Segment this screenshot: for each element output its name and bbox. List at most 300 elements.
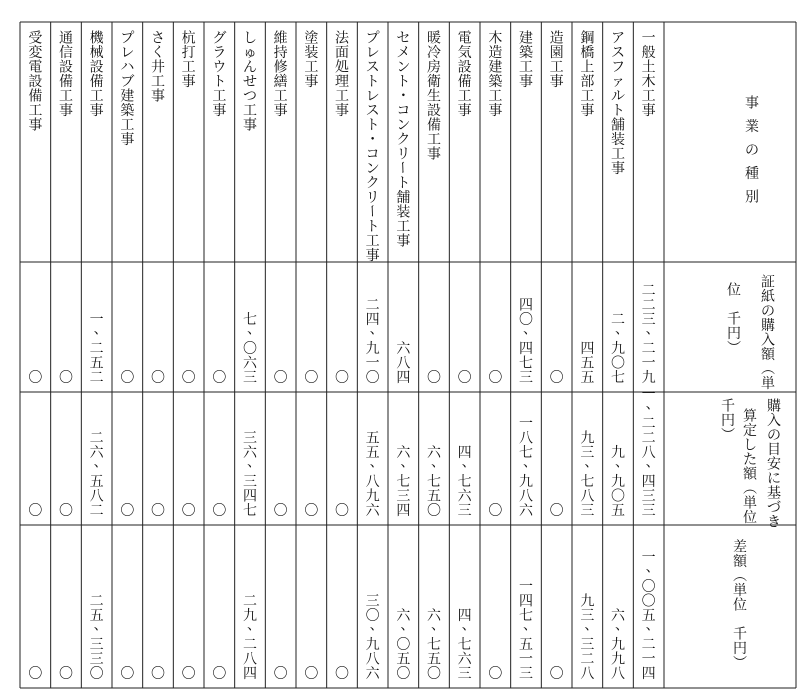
svg-text:ゅ: ゅ [243, 44, 257, 61]
category-label [28, 30, 42, 133]
svg-text:三: 三 [89, 636, 104, 653]
svg-text:、: 、 [369, 454, 384, 471]
svg-text:五: 五 [580, 355, 595, 372]
svg-text:円: 円 [727, 325, 741, 342]
basis-amount [519, 416, 537, 519]
svg-text:額: 額 [743, 466, 757, 483]
svg-text:四: 四 [519, 593, 533, 610]
svg-text:ー: ー [363, 204, 380, 218]
svg-text:四: 四 [457, 607, 472, 624]
svg-text:備: 備 [59, 73, 73, 90]
header-diff [731, 539, 748, 669]
svg-text:一: 一 [641, 386, 656, 403]
svg-text:〇: 〇 [304, 665, 319, 682]
svg-text:五: 五 [365, 444, 380, 461]
svg-text:衛: 衛 [427, 73, 441, 90]
svg-text:〇: 〇 [151, 665, 165, 682]
svg-text:暖: 暖 [427, 30, 441, 47]
difference-amount [304, 666, 318, 682]
header-basis [767, 398, 781, 530]
svg-text:工: 工 [365, 233, 380, 250]
svg-text:、: 、 [247, 454, 261, 471]
difference-amount [59, 666, 73, 682]
svg-text:ハ: ハ [120, 59, 135, 76]
svg-text:六: 六 [457, 488, 472, 505]
svg-text:、: 、 [645, 559, 660, 576]
svg-text:九: 九 [611, 340, 625, 357]
svg-text:ウ: ウ [212, 59, 227, 76]
svg-text:八: 八 [396, 355, 411, 372]
svg-text:二: 二 [243, 636, 257, 653]
svg-text:基: 基 [767, 485, 781, 502]
purchase-amount [243, 312, 261, 386]
svg-text:、: 、 [615, 321, 629, 338]
svg-text:二: 二 [641, 415, 656, 432]
svg-text:〇: 〇 [243, 340, 257, 357]
basis-amount [458, 445, 476, 519]
svg-text:一: 一 [365, 355, 380, 372]
header-category [745, 94, 759, 205]
purchase-amount [28, 370, 42, 386]
svg-text:事: 事 [243, 117, 257, 134]
svg-text:三: 三 [641, 502, 656, 519]
svg-text:（: （ [730, 568, 747, 582]
svg-text:工: 工 [120, 117, 135, 134]
svg-text:三: 三 [580, 607, 595, 624]
svg-text:橋: 橋 [580, 44, 595, 61]
svg-text:〇: 〇 [396, 636, 411, 653]
svg-text:修: 修 [273, 59, 288, 76]
svg-text:〇: 〇 [549, 369, 564, 386]
basis-amount [427, 445, 445, 519]
svg-text:一: 一 [519, 578, 533, 595]
basis-amount [335, 503, 349, 519]
svg-text:工: 工 [580, 88, 595, 105]
svg-text:六: 六 [396, 340, 411, 357]
svg-text:建: 建 [519, 30, 533, 47]
svg-text:九: 九 [611, 473, 625, 490]
svg-text:六: 六 [365, 502, 380, 519]
svg-text:築: 築 [488, 73, 503, 90]
svg-text:ト: ト [212, 73, 227, 90]
svg-text:二: 二 [89, 369, 104, 386]
svg-text:六: 六 [89, 444, 104, 461]
svg-text:入: 入 [767, 412, 781, 429]
svg-text:リ: リ [396, 146, 411, 163]
basis-amount [151, 503, 165, 519]
header-basis [719, 398, 735, 441]
svg-text:づ: づ [767, 499, 781, 516]
svg-text:単: 単 [743, 495, 757, 512]
svg-text:変: 変 [28, 44, 43, 61]
svg-text:理: 理 [335, 73, 349, 90]
purchase-amount [151, 370, 165, 386]
svg-text:リ: リ [365, 189, 380, 206]
svg-text:ア: ア [611, 30, 625, 47]
purchase-amount [396, 341, 411, 386]
svg-text:〇: 〇 [365, 369, 380, 386]
svg-text:二: 二 [641, 282, 656, 299]
svg-text:一: 一 [519, 415, 533, 432]
svg-text:備: 備 [457, 73, 472, 90]
svg-text:〇: 〇 [488, 665, 503, 682]
svg-text:電: 電 [28, 59, 43, 76]
difference-amount [427, 608, 445, 682]
svg-text:購: 購 [761, 317, 775, 334]
svg-text:三: 三 [89, 651, 104, 668]
svg-text:八: 八 [365, 473, 380, 490]
svg-text:プ: プ [365, 30, 380, 47]
svg-text:七: 七 [611, 369, 625, 386]
svg-text:八: 八 [641, 444, 656, 461]
difference-amount [366, 593, 384, 682]
svg-text:）: ） [730, 655, 747, 669]
svg-text:に: に [767, 470, 781, 487]
svg-text:工: 工 [488, 88, 503, 105]
svg-text:〇: 〇 [151, 502, 165, 519]
svg-text:ー: ー [394, 160, 411, 175]
svg-text:三: 三 [580, 636, 595, 653]
svg-text:ン: ン [396, 59, 411, 76]
svg-text:工: 工 [89, 88, 104, 105]
svg-text:事: 事 [181, 73, 196, 90]
svg-text:〇: 〇 [89, 665, 104, 682]
svg-text:〇: 〇 [457, 369, 472, 386]
svg-text:工: 工 [243, 102, 257, 119]
svg-text:面: 面 [335, 44, 349, 61]
svg-text:七: 七 [580, 473, 595, 490]
basis-amount [274, 503, 288, 519]
svg-text:四: 四 [396, 502, 411, 519]
svg-text:七: 七 [457, 636, 472, 653]
svg-text:三: 三 [396, 488, 411, 505]
svg-text:九: 九 [611, 651, 625, 668]
svg-text:単: 単 [733, 582, 747, 599]
svg-text:事: 事 [89, 102, 104, 119]
svg-text:八: 八 [580, 665, 595, 682]
purchase-amount [59, 370, 73, 386]
svg-text:〇: 〇 [396, 665, 411, 682]
svg-text:、: 、 [431, 617, 445, 634]
category-label [182, 29, 196, 90]
purchase-amount [458, 370, 472, 386]
svg-text:備: 備 [28, 88, 43, 105]
svg-text:六: 六 [243, 355, 257, 372]
svg-text:三: 三 [457, 502, 472, 519]
svg-text:三: 三 [365, 593, 380, 610]
svg-text:工: 工 [427, 131, 441, 148]
svg-text:設: 設 [28, 73, 43, 90]
basis-amount [366, 430, 384, 519]
svg-text:単: 単 [761, 375, 775, 392]
svg-text:〇: 〇 [335, 369, 349, 386]
svg-text:ト: ト [365, 218, 380, 235]
svg-text:五: 五 [641, 607, 656, 624]
svg-text:、: 、 [369, 321, 384, 338]
svg-text:一: 一 [641, 30, 656, 47]
basis-amount [396, 445, 414, 519]
svg-text:鋼: 鋼 [580, 30, 595, 47]
purchase-amount [519, 297, 537, 386]
svg-text:千: 千 [721, 398, 735, 415]
svg-text:四: 四 [580, 340, 595, 357]
category-label [363, 30, 379, 264]
svg-text:、: 、 [247, 617, 261, 634]
svg-text:一: 一 [89, 311, 104, 328]
svg-text:繕: 繕 [273, 73, 288, 90]
svg-text:七: 七 [427, 473, 441, 490]
svg-text:種: 種 [745, 165, 759, 182]
svg-text:ト: ト [396, 73, 411, 90]
svg-text:一: 一 [519, 651, 533, 668]
svg-text:〇: 〇 [488, 369, 503, 386]
svg-text:通: 通 [59, 30, 73, 47]
svg-text:〇: 〇 [427, 369, 441, 386]
svg-text:塗: 塗 [304, 30, 319, 47]
svg-text:八: 八 [519, 430, 533, 447]
svg-text:装: 装 [396, 204, 411, 221]
purchase-amount [212, 370, 226, 386]
svg-text:信: 信 [59, 44, 73, 61]
svg-text:二: 二 [641, 430, 656, 447]
svg-text:九: 九 [580, 430, 595, 447]
svg-text:九: 九 [365, 636, 380, 653]
svg-text:入: 入 [761, 332, 775, 349]
purchase-amount [642, 283, 660, 386]
difference-amount [642, 550, 660, 682]
svg-text:セ: セ [396, 30, 411, 47]
category-label [274, 30, 288, 119]
svg-text:七: 七 [519, 607, 533, 624]
svg-text:四: 四 [519, 340, 533, 357]
svg-text:八: 八 [580, 488, 595, 505]
category-label [394, 30, 410, 249]
svg-text:四: 四 [457, 444, 472, 461]
svg-text:せ: せ [243, 73, 257, 90]
svg-text:杭: 杭 [181, 30, 196, 47]
category-label [120, 30, 134, 148]
svg-text:二: 二 [89, 593, 104, 610]
svg-text:四: 四 [396, 369, 411, 386]
svg-text:七: 七 [243, 502, 257, 519]
svg-text:額: 額 [733, 553, 747, 570]
svg-text:ク: ク [396, 131, 411, 148]
svg-text:〇: 〇 [427, 502, 441, 519]
svg-text:、: 、 [247, 321, 261, 338]
difference-amount [182, 666, 196, 682]
svg-text:五: 五 [365, 430, 380, 447]
svg-text:事: 事 [335, 102, 349, 119]
svg-text:〇: 〇 [59, 665, 73, 682]
svg-text:、: 、 [461, 617, 476, 634]
svg-text:〇: 〇 [212, 665, 227, 682]
svg-text:事: 事 [519, 73, 533, 90]
svg-text:二: 二 [89, 430, 104, 447]
svg-text:〇: 〇 [181, 369, 196, 386]
svg-text:ス: ス [365, 102, 380, 119]
svg-text:土: 土 [641, 59, 656, 76]
svg-text:五: 五 [580, 369, 595, 386]
svg-text:定: 定 [743, 422, 757, 439]
svg-text:ト: ト [396, 175, 411, 192]
svg-text:三: 三 [243, 430, 257, 447]
svg-text:（: （ [758, 361, 775, 375]
svg-text:五: 五 [611, 502, 625, 519]
header-purchase [759, 274, 776, 392]
svg-text:三: 三 [243, 369, 257, 386]
svg-text:工: 工 [181, 59, 196, 76]
svg-text:〇: 〇 [549, 665, 564, 682]
svg-text:〇: 〇 [181, 502, 196, 519]
svg-text:建: 建 [120, 88, 135, 105]
svg-text:ト: ト [365, 117, 380, 134]
basis-amount [580, 430, 598, 519]
difference-amount [120, 666, 134, 682]
svg-text:事: 事 [457, 102, 472, 119]
svg-text:ん: ん [243, 59, 257, 76]
svg-text:〇: 〇 [519, 311, 533, 328]
svg-text:算: 算 [743, 408, 757, 425]
svg-text:位: 位 [727, 282, 741, 299]
svg-text:ト: ト [365, 73, 380, 90]
svg-text:設: 設 [89, 59, 104, 76]
svg-text:事: 事 [365, 247, 380, 264]
svg-text:備: 備 [89, 73, 104, 90]
purchase-amount [366, 297, 384, 386]
svg-text:事: 事 [745, 95, 759, 112]
svg-text:工: 工 [611, 146, 625, 163]
svg-text:設: 設 [59, 59, 73, 76]
svg-text:の: の [767, 427, 781, 444]
svg-text:六: 六 [611, 607, 625, 624]
svg-text:（: （ [740, 480, 757, 495]
category-label [642, 30, 656, 119]
svg-text:）: ） [724, 340, 741, 354]
svg-text:園: 園 [549, 44, 564, 61]
svg-text:木: 木 [641, 73, 656, 90]
category-label [59, 30, 73, 119]
purchase-amount [274, 370, 288, 386]
svg-text:事: 事 [151, 88, 165, 105]
svg-text:一: 一 [641, 651, 656, 668]
svg-text:処: 処 [335, 59, 349, 76]
svg-text:五: 五 [427, 651, 441, 668]
svg-text:〇: 〇 [59, 369, 73, 386]
svg-text:事: 事 [304, 73, 319, 90]
svg-text:四: 四 [641, 473, 656, 490]
svg-text:〇: 〇 [120, 665, 135, 682]
purchase-amount [335, 370, 349, 386]
svg-text:四: 四 [243, 488, 257, 505]
category-label [304, 30, 318, 90]
svg-text:二: 二 [243, 593, 257, 610]
svg-text:井: 井 [151, 59, 165, 76]
difference-amount [550, 666, 564, 682]
svg-text:さ: さ [151, 30, 165, 47]
basis-amount [304, 503, 318, 519]
svg-text:装: 装 [304, 44, 319, 61]
svg-text:〇: 〇 [549, 502, 564, 519]
svg-text:五: 五 [89, 473, 104, 490]
svg-text:六: 六 [396, 607, 411, 624]
svg-text:フ: フ [611, 59, 625, 76]
category-label [212, 30, 226, 119]
difference-amount [28, 666, 42, 682]
svg-text:五: 五 [427, 488, 441, 505]
svg-text:、: 、 [584, 454, 599, 471]
svg-text:〇: 〇 [120, 369, 135, 386]
svg-text:事: 事 [396, 233, 411, 250]
svg-text:二: 二 [641, 297, 656, 314]
svg-text:〇: 〇 [335, 502, 349, 519]
svg-text:三: 三 [580, 502, 595, 519]
svg-text:〇: 〇 [335, 665, 349, 682]
svg-text:工: 工 [151, 73, 165, 90]
difference-amount [396, 608, 414, 682]
svg-text:、: 、 [400, 454, 415, 471]
svg-text:法: 法 [335, 30, 349, 47]
svg-text:六: 六 [396, 444, 411, 461]
svg-text:七: 七 [519, 444, 533, 461]
svg-text:、: 、 [523, 454, 537, 471]
svg-text:く: く [151, 44, 165, 61]
svg-text:ァ: ァ [611, 73, 625, 90]
svg-text:コ: コ [365, 146, 380, 163]
basis-amount [550, 503, 564, 519]
category-label [611, 30, 625, 177]
basis-amount [90, 430, 108, 519]
basis-amount [611, 445, 629, 519]
header-basis [741, 408, 758, 526]
svg-text:〇: 〇 [427, 665, 441, 682]
svg-text:九: 九 [611, 444, 625, 461]
svg-text:三: 三 [519, 665, 533, 682]
svg-text:二: 二 [89, 502, 104, 519]
svg-text:工: 工 [212, 88, 227, 105]
svg-text:四: 四 [641, 665, 656, 682]
category-label [151, 30, 165, 104]
svg-text:〇: 〇 [641, 593, 656, 610]
purchase-amount [120, 370, 134, 386]
svg-text:事: 事 [641, 102, 656, 119]
svg-text:工: 工 [273, 88, 288, 105]
svg-text:ル: ル [611, 88, 625, 105]
svg-text:維: 維 [273, 30, 288, 47]
svg-text:二: 二 [641, 636, 656, 653]
svg-text:一: 一 [641, 549, 656, 566]
svg-text:ス: ス [365, 59, 380, 76]
svg-text:舗: 舗 [611, 117, 625, 134]
svg-text:〇: 〇 [611, 488, 625, 505]
difference-amount [335, 666, 349, 682]
basis-amount [243, 430, 261, 519]
svg-text:ト: ト [611, 102, 625, 119]
svg-text:八: 八 [611, 665, 625, 682]
svg-text:円: 円 [733, 640, 747, 657]
difference-amount [488, 666, 502, 682]
difference-amount [458, 608, 476, 682]
svg-text:三: 三 [641, 488, 656, 505]
svg-text:証: 証 [761, 274, 775, 291]
svg-text:額: 額 [761, 346, 775, 363]
svg-text:造: 造 [549, 30, 564, 47]
svg-text:、: 、 [615, 617, 629, 634]
svg-text:ブ: ブ [120, 73, 135, 90]
svg-text:、: 、 [523, 321, 537, 338]
svg-text:事: 事 [549, 73, 564, 90]
svg-text:四: 四 [519, 297, 533, 314]
svg-text:事: 事 [28, 117, 43, 134]
